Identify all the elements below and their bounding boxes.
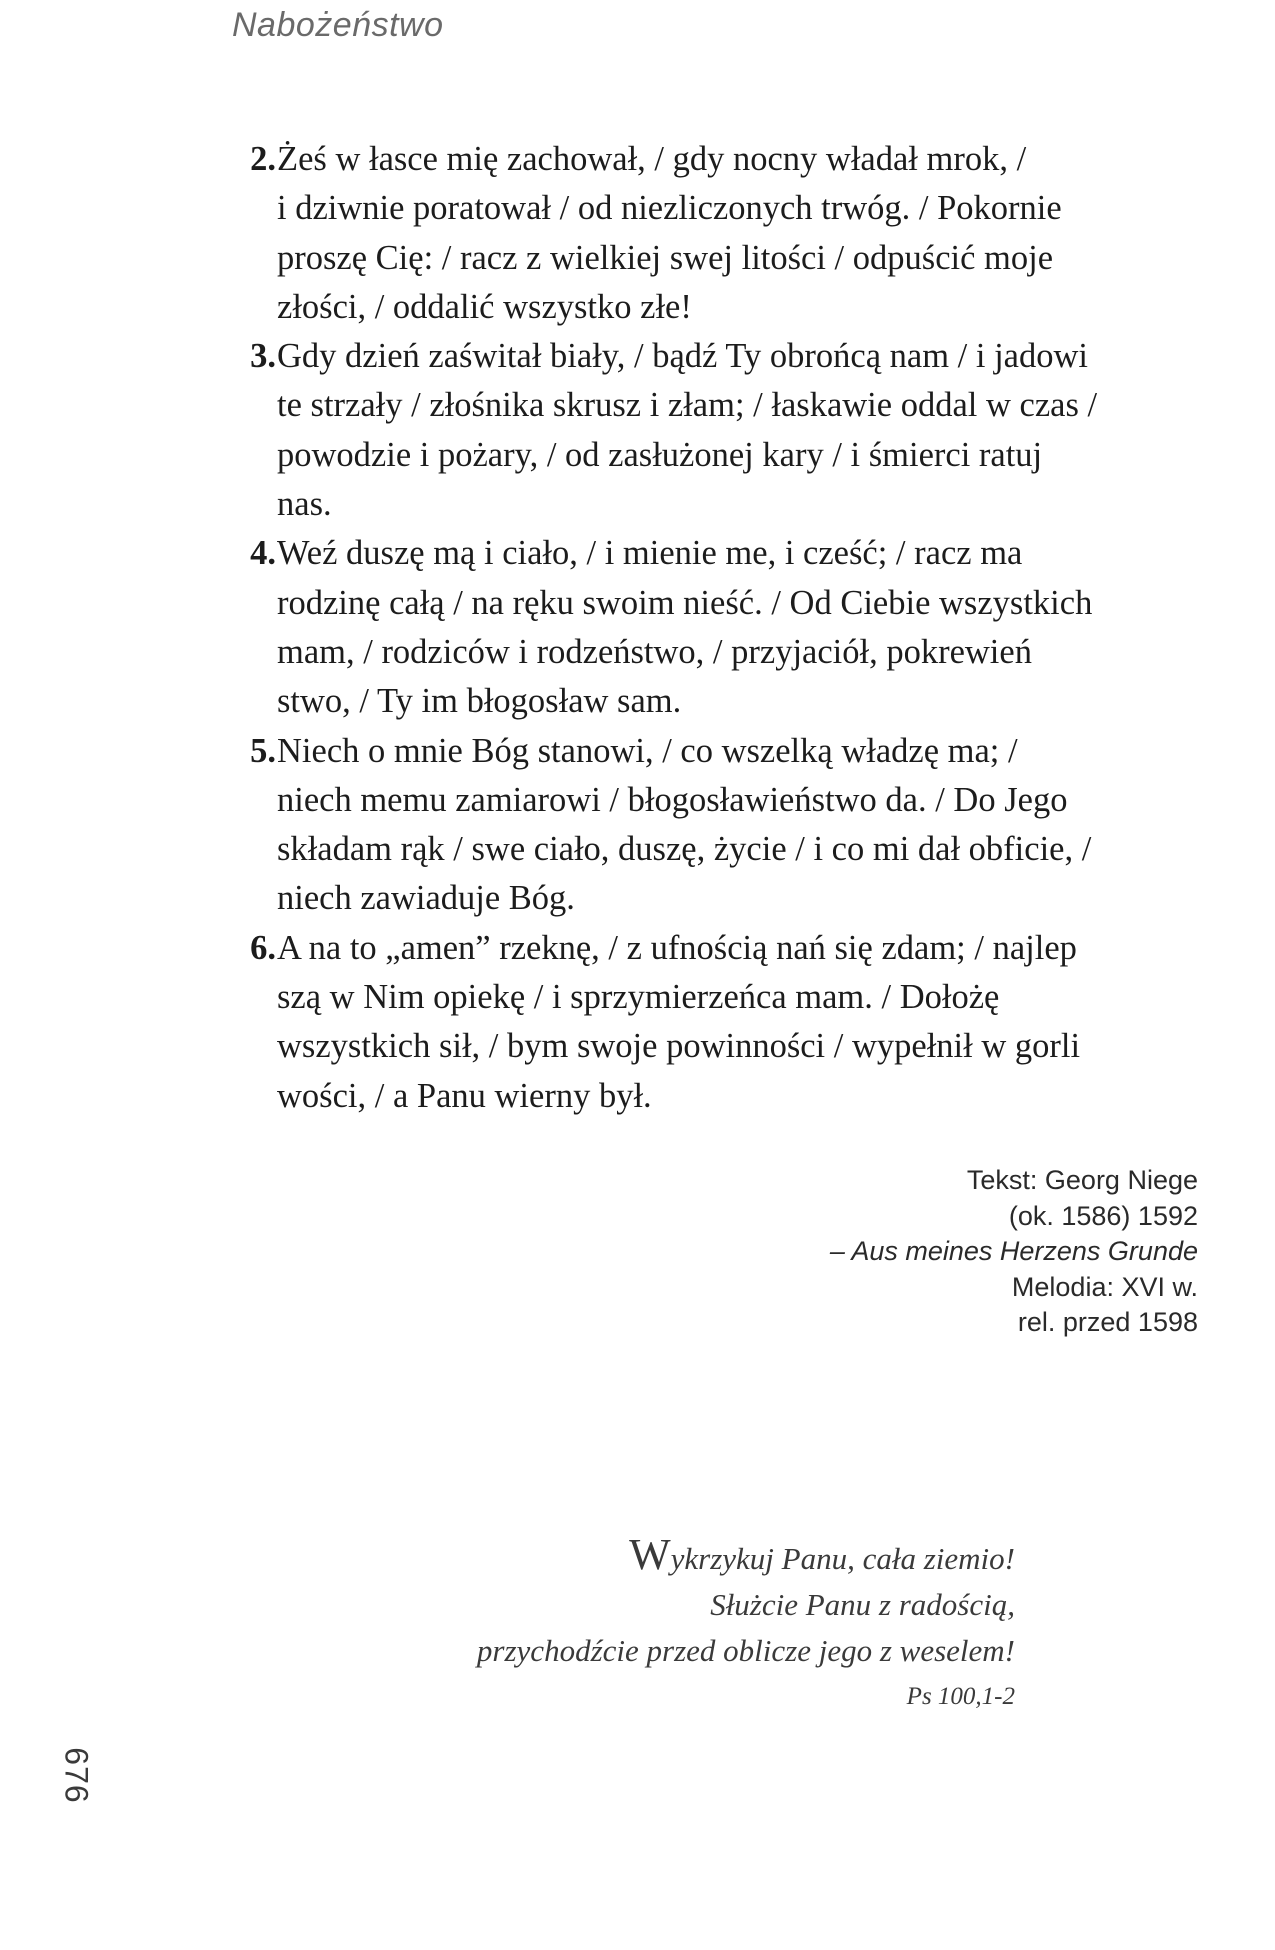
page-number: 676 — [58, 1747, 95, 1804]
verse-3 — [220, 332, 1200, 529]
verse-line: składam rąk / swe ciało, duszę, życie / i co mi dał obficie, / — [277, 830, 1092, 869]
verse-number: 6 . — [232, 924, 276, 973]
quote-initial: W — [629, 1530, 671, 1579]
quote-line-2: Służcie Panu z radością, — [710, 1587, 1015, 1622]
verse-number: 2 . — [232, 135, 276, 184]
hymn-attribution — [830, 1163, 1198, 1341]
quote-line-1 — [477, 1532, 1015, 1582]
verse-4 — [220, 529, 1200, 726]
melody-date: rel. przed 1598 — [1017, 1307, 1198, 1337]
verse-number: 5 . — [232, 727, 276, 776]
verse-line: Niech o mnie Bóg stanowi, / co wszelką władzę ma; / — [277, 731, 1018, 770]
verse-line: powodzie i pożary, / od zasłużonej kary / i śmierci ratuj — [277, 435, 1043, 474]
quote-reference: Ps 100,1-2 — [906, 1683, 1015, 1710]
quote-line-3: przychodźcie przed oblicze jego z weselem! — [476, 1633, 1015, 1668]
psalm-quote — [477, 1532, 1015, 1720]
verse-line: te strzały / złośnika skrusz i złam; / łaskawie oddal w czas / — [277, 386, 1098, 425]
verse-line: Gdy dzień zaświtał biały, / bądź Ty obrońcą nam / i jadowi — [277, 337, 1088, 376]
quote-line-1-text: ykrzykuj Panu, cała ziemio! — [670, 1541, 1015, 1576]
verse-line: Weź duszę mą i ciało, / i mienie me, i cześć; / racz ma — [277, 534, 1023, 573]
verse-line: mam, / rodziców i rodzeństwo, / przyjaciół, pokrewień — [277, 632, 1032, 671]
verse-line: złości, / oddalić wszystko złe! — [277, 287, 692, 326]
verse-line: A na to „amen” rzeknę, / z ufnością nań się zdam; / najlep — [277, 928, 1077, 967]
verse-6 — [220, 924, 1200, 1121]
text-dates: (ok. 1586) 1592 — [1008, 1200, 1198, 1231]
verse-line: rodzinę całą / na ręku swoim nieść. / Od Ciebie wszystkich — [277, 583, 1093, 622]
verse-line: szą w Nim opiekę / i sprzymierzeńca mam. / Dołożę — [277, 978, 1000, 1017]
verse-line: Żeś w łasce mię zachował, / gdy nocny władał mrok, / — [277, 140, 1027, 178]
verse-line: wszystkich sił, / bym swoje powinności / wypełnił w gorli — [277, 1027, 1081, 1066]
original-title: – Aus meines Herzens Grunde — [829, 1236, 1198, 1266]
verse-2 — [220, 135, 1200, 332]
verse-line: stwo, / Ty im błogosław sam. — [277, 682, 682, 721]
running-header: Nabożeństwo — [232, 6, 444, 44]
verse-line: wości, / a Panu wierny był. — [277, 1076, 652, 1115]
verse-number: 3 . — [232, 332, 276, 381]
hymn-verses — [220, 135, 1200, 1121]
verse-line: niech zawiaduje Bóg. — [277, 879, 575, 918]
verse-5 — [220, 727, 1200, 924]
melody-source: Melodia: XVI w. — [1011, 1271, 1198, 1302]
text-author: Tekst: Georg Niege — [966, 1165, 1198, 1195]
verse-number: 4 . — [232, 529, 276, 578]
verse-line: nas. — [277, 485, 332, 524]
verse-line: niech memu zamiarowi / błogosławieństwo da. / Do Jego — [277, 780, 1068, 819]
verse-line: i dziwnie poratował / od niezliczonych trwóg. / Pokornie — [277, 189, 1062, 228]
verse-line: proszę Cię: / racz z wielkiej swej litości / odpuścić moje — [277, 238, 1054, 277]
